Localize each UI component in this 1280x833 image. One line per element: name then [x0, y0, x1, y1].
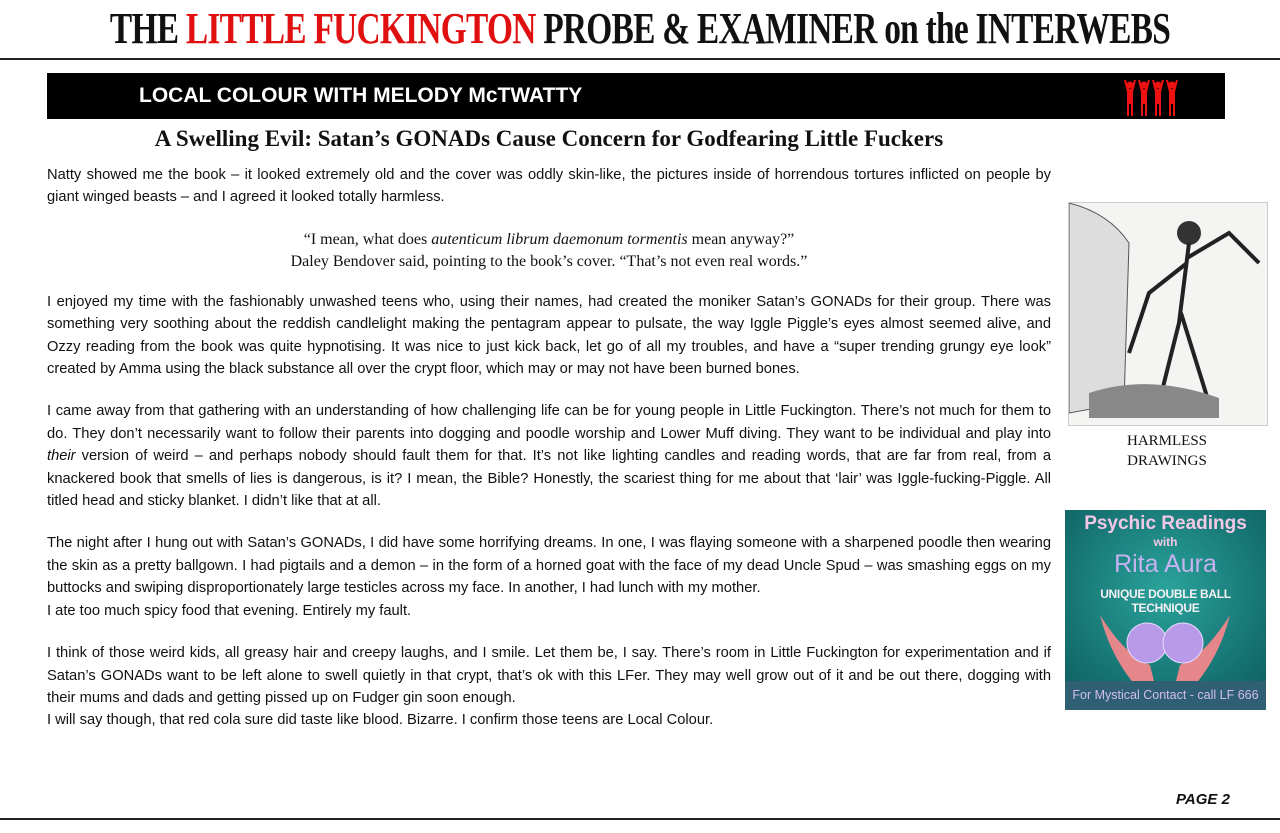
- ad-with: with: [1153, 535, 1178, 549]
- caption-line: HARMLESS: [1126, 433, 1208, 449]
- masthead-red: LITTLE FUCKINGTON: [185, 4, 536, 53]
- text: I will say though, that red cola sure did taste like blood. Bizarre. I confirm those teens are Local Colour.: [47, 712, 714, 729]
- ad-tagline: UNIQUE DOUBLE BALL TECHNIQUE: [1100, 587, 1231, 615]
- demon-illustration-icon: [1069, 203, 1267, 425]
- text: I think of those weird kids, all greasy hair and creepy laughs, and I smile. Let them be, I say. There’s room in Little Fuckington for experimentation and if Satan’s GONADs want to be left alone to swell quietly in that crypt, that’s ok with this LFer. They may well grow out of it and be out there, dogging with their mums and dads and getting pissed up on Fudger gin soon enough.: [47, 645, 1051, 706]
- emphasis: their: [47, 448, 76, 465]
- text: The night after I hung out with Satan’s GONADs, I did have some horrifying dreams. In one, I was flaying someone with a sharpened poodle then wearing the skin as a pretty ballgown. I had pigtails and a demon – in the form of a horned goat with the face of my dead Uncle Spud – was smashing eggs on my buttocks and swiping disproportionately large testicles across my face. In another, I had lunch with my mother.: [47, 535, 1051, 597]
- section-banner: [47, 73, 1225, 119]
- image-caption: [1068, 431, 1266, 471]
- ad-footer: For Mystical Contact - call LF 666: [1065, 681, 1266, 710]
- section-title: LOCAL COLOUR WITH MELODY McTWATTY: [139, 84, 583, 107]
- article-body: [47, 164, 1051, 752]
- page-number: PAGE 2: [1176, 791, 1230, 808]
- psychic-readings-ad[interactable]: [1065, 510, 1266, 710]
- pull-quote: [47, 229, 1051, 273]
- caption-line: DRAWINGS: [1127, 453, 1207, 469]
- quote-latin: autenticum librum daemonum tormentis: [431, 230, 688, 248]
- text: I came away from that gathering with an understanding of how challenging life can be for young people in Little Fuckington. There’s not much for them to do. They don’t necessarily want to follow their parents into dogging and poodle worship and Lower Muff diving. They want to be individual and play into: [47, 403, 1051, 442]
- people-cheering-icon: [1123, 78, 1183, 118]
- masthead-pre: THE: [109, 4, 186, 53]
- hands-crystal-balls-icon: [1095, 605, 1235, 685]
- masthead: [110, 0, 1170, 58]
- text: I ate too much spicy food that evening. Entirely my fault.: [47, 602, 412, 619]
- top-divider: [0, 58, 1280, 60]
- quote-text: mean anyway?”: [687, 230, 795, 248]
- article-headline: A Swelling Evil: Satan’s GONADs Cause Concern for Godfearing Little Fuckers: [154, 126, 944, 151]
- quote-attribution: Daley Bendover said, pointing to the book’s cover. “That’s not even real words.”: [290, 252, 808, 270]
- text: version of weird – and perhaps nobody should fault them for that. It’s not like lighting candles and reading words, that are far from real, from a knackered book that smells of lies is dangerous, is it? I mean, the Bible? Honestly, the scariest thing for me about that ‘lair’ was Iggle-fucking-Piggle. All titled head and sticky blanket. I didn’t like that at all.: [47, 448, 1051, 510]
- ad-title: Psychic Readings: [1084, 513, 1247, 534]
- paragraph: [47, 532, 1051, 622]
- paragraph: I enjoyed my time with the fashionably unwashed teens who, using their names, had created the moniker Satan’s GONADs for their group. There was something very soothing about the reddish candlelight making the pentagram appear to pulsate, the way Iggle Piggle’s eyes almost seemed alive, and Ozzy reading from the book was quite hypnotising. It was nice to just kick back, let go of all my troubles, and have a “super trending grungy eye look” created by Amma using the black substance all over the crypt floor, which may or may not have been burned bones.: [47, 293, 1051, 378]
- masthead-post: PROBE & EXAMINER on the INTERWEBS: [535, 4, 1171, 53]
- paragraph: Natty showed me the book – it looked extremely old and the cover was oddly skin-like, the pictures inside of horrendous tortures inflicted on people by giant winged beasts – and I agreed it looked totally harmless.: [47, 167, 1051, 206]
- quote-text: “I mean, what does: [303, 230, 432, 248]
- ad-name: Rita Aura: [1114, 550, 1217, 578]
- bottom-divider: [0, 818, 1280, 820]
- paragraph: [47, 642, 1051, 732]
- harmless-drawing-image: [1068, 202, 1268, 426]
- paragraph: [47, 400, 1051, 512]
